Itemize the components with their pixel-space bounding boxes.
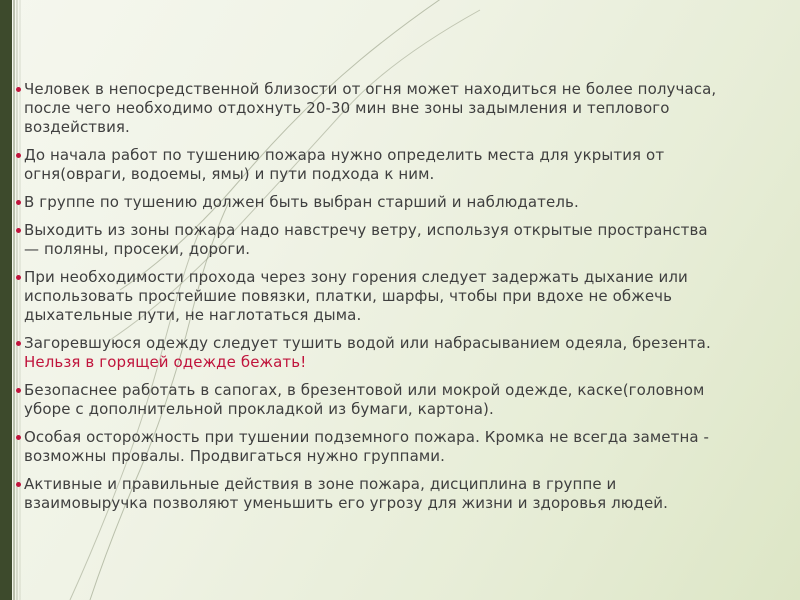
bullet-item	[22, 428, 722, 466]
bullet-marker	[16, 87, 21, 92]
bullet-text: До начала работ по тушению пожара нужно определить места для укрытия от огня(овраги, водоемы, ямы) и пути подхода к ним.	[24, 146, 665, 183]
bullet-marker	[16, 482, 21, 487]
bullet-text: Безопаснее работать в сапогах, в брезентовой или мокрой одежде, каске(головном уборе с дополнительной прокладкой из бумаги, картона).	[24, 381, 705, 418]
left-accent-stripe	[0, 0, 12, 600]
bullet-item	[22, 475, 722, 513]
bullet-text: В группе по тушению должен быть выбран старший и наблюдатель.	[24, 193, 579, 211]
bullet-item	[22, 146, 722, 184]
bullet-marker	[16, 435, 21, 440]
bullet-marker	[16, 200, 21, 205]
bullet-marker	[16, 153, 21, 158]
bullet-item	[22, 268, 722, 325]
warning-text: Нельзя в горящей одежде бежать!	[24, 353, 307, 371]
bullet-marker	[16, 275, 21, 280]
bullet-marker	[16, 228, 21, 233]
bullet-text: Особая осторожность при тушении подземного пожара. Кромка не всегда заметна - возможны провалы. Продвигаться нужно группами.	[24, 428, 710, 465]
bullet-text: Загоревшуюся одежду следует тушить водой или набрасыванием одеяла, брезента.	[24, 334, 711, 352]
bullet-text: Активные и правильные действия в зоне пожара, дисциплина в группе и взаимовыручка позволяют уменьшить его угрозу для жизни и здоровья людей.	[24, 475, 669, 512]
bullet-item	[22, 381, 722, 419]
bullet-item	[22, 80, 722, 137]
bullet-list	[22, 80, 722, 522]
bullet-item	[22, 193, 722, 212]
bullet-marker	[16, 388, 21, 393]
bullet-text: При необходимости прохода через зону горения следует задержать дыхание или использовать простейшие повязки, платки, шарфы, чтобы при вдохе не обжечь дыхательные пути, не наглотаться дыма.	[24, 268, 688, 324]
bullet-marker	[16, 341, 21, 346]
bullet-item	[22, 221, 722, 259]
bullet-text: Человек в непосредственной близости от огня может находиться не более получаса, после чего необходимо отдохнуть 20-30 мин вне зоны задымления и теплового воздействия.	[24, 80, 717, 136]
bullet-text: Выходить из зоны пожара надо навстречу ветру, используя открытые пространства — поляны, просеки, дороги.	[24, 221, 708, 258]
bullet-item	[22, 334, 722, 372]
